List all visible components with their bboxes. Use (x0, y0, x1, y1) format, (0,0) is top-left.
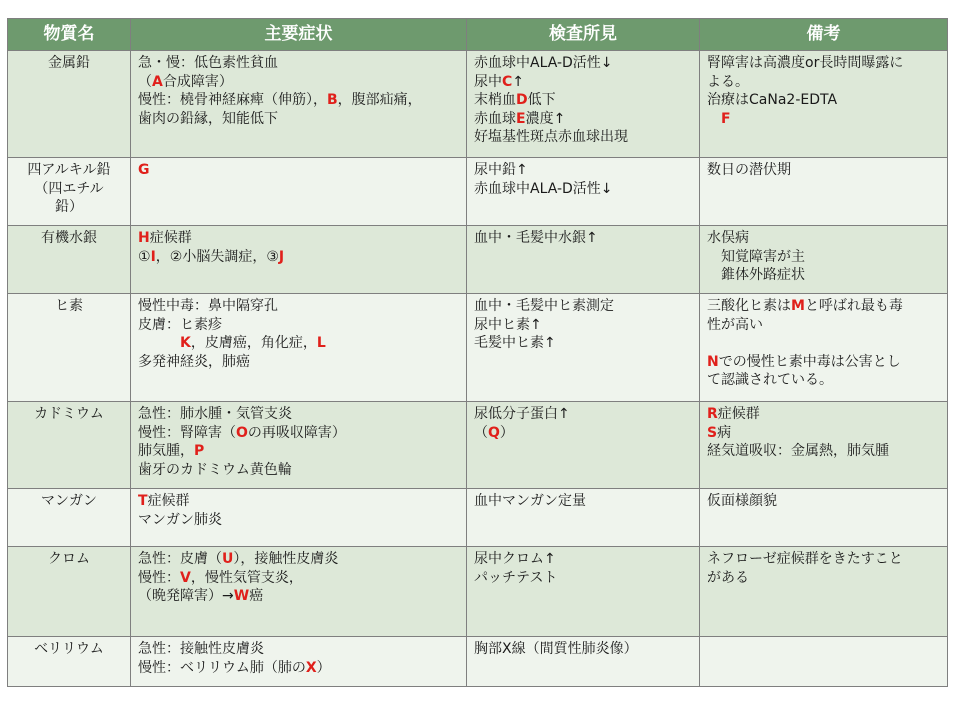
cell-line (474, 550, 693, 569)
cell-line (138, 248, 460, 267)
cell-line (707, 424, 941, 443)
table-row (8, 294, 948, 402)
table-row (8, 489, 948, 547)
cell-notes (700, 637, 948, 687)
answer-blank-k: K (180, 335, 191, 351)
table-row (8, 51, 948, 158)
cell-line (138, 640, 460, 659)
table-row (8, 226, 948, 294)
cell-text: 尿低分子蛋白↑ (474, 406, 570, 422)
cell-line (11, 492, 127, 511)
cell-line (138, 54, 460, 73)
cell-text: 錐体外路症状 (707, 267, 805, 283)
cell-text: 慢性：ベリリウム肺（肺の (138, 659, 306, 676)
answer-blank-i: I (150, 248, 156, 265)
cell-text: 治療はCaNa2-EDTA (707, 92, 838, 108)
answer-blank-h: H (138, 230, 150, 246)
cell-line (11, 229, 127, 248)
cell-substance (8, 226, 131, 294)
cell-text: 病 (717, 424, 732, 441)
cell-text: と呼ばれ最も毒 (804, 298, 903, 314)
cell-text: 濃度↑ (525, 110, 566, 127)
cell-line (138, 424, 460, 443)
table-row (8, 637, 948, 687)
cell-line (474, 334, 693, 353)
cell-text (138, 335, 180, 351)
cell-line (138, 161, 460, 180)
cell-text: 尿中 (474, 73, 502, 90)
cell-line (138, 353, 460, 372)
cell-line (707, 371, 941, 390)
cell-text: ），接触性皮膚炎 (233, 551, 339, 567)
cell-line (474, 73, 693, 92)
header-findings: 検査所見 (467, 19, 700, 51)
cell-text: 低下 (527, 92, 556, 108)
cell-line (138, 297, 460, 316)
answer-blank-x: X (305, 659, 317, 676)
cell-line (707, 73, 941, 92)
cell-line (138, 229, 460, 248)
cell-line (707, 569, 941, 588)
cell-text: ベリリウム (34, 641, 104, 657)
answer-blank-m: M (791, 298, 805, 314)
cell-text: 数日の潜伏期 (707, 162, 791, 178)
table-row (8, 547, 948, 637)
cell-text: クロム (48, 551, 90, 567)
cell-text: ） (499, 424, 514, 441)
cell-line (707, 91, 941, 110)
header-notes: 備考 (700, 19, 948, 51)
cell-text: 歯肉の鉛縁，知能低下 (138, 110, 278, 127)
cell-notes (700, 402, 948, 489)
cell-findings (467, 402, 700, 489)
table-row (8, 402, 948, 489)
cell-text: 尿中ヒ素↑ (474, 316, 542, 333)
cell-text: 歯牙のカドミウム黄色輪 (138, 461, 292, 478)
cell-line (138, 659, 460, 678)
cell-line (138, 334, 460, 353)
cell-line (707, 334, 941, 353)
cell-findings (467, 51, 700, 158)
cell-line (11, 198, 127, 217)
cell-text (707, 111, 721, 127)
header-row (8, 19, 948, 51)
cell-line (11, 405, 127, 424)
cell-text: 毛髪中ヒ素↑ (474, 335, 556, 351)
cell-notes (700, 294, 948, 402)
cell-symptoms (131, 226, 467, 294)
cell-text: 症候群 (149, 230, 192, 246)
cell-text: ，慢性気管支炎， (190, 569, 303, 586)
cell-line (707, 316, 941, 335)
cell-text: ） (316, 659, 331, 676)
cell-text: 四アルキル鉛 (27, 162, 111, 178)
cell-text: パッチテスト (474, 569, 558, 586)
cell-text: 赤血球中ALA-D活性↓ (474, 180, 613, 197)
cell-findings (467, 637, 700, 687)
cell-line (707, 266, 941, 285)
cell-substance (8, 294, 131, 402)
cell-line (138, 492, 460, 511)
cell-text: 末梢血 (474, 92, 516, 108)
cell-text: の再吸収障害） (247, 424, 346, 441)
cell-text: 皮膚：ヒ素疹 (138, 316, 222, 333)
answer-blank-v: V (180, 569, 191, 586)
cell-text: 合成障害） (162, 73, 233, 90)
cell-text: 知覚障害が主 (707, 248, 805, 265)
cell-line (474, 229, 693, 248)
cell-findings (467, 294, 700, 402)
cell-symptoms (131, 158, 467, 226)
cell-text: 水俣病 (707, 230, 749, 246)
answer-blank-n: N (707, 353, 719, 370)
cell-line (707, 297, 941, 316)
cell-line (707, 110, 941, 129)
cell-text: 性が高い (707, 316, 763, 333)
cell-symptoms (131, 294, 467, 402)
cell-line (707, 161, 941, 180)
cell-line (138, 110, 460, 129)
cell-line (707, 248, 941, 267)
cell-text: 金属鉛 (48, 55, 90, 71)
answer-blank-b: B (327, 92, 338, 108)
cell-line (138, 569, 460, 588)
answer-blank-g: G (138, 162, 150, 178)
cell-text: ネフローゼ症候群をきたすこと (707, 551, 903, 567)
cell-findings (467, 158, 700, 226)
cell-text: よる。 (707, 73, 749, 90)
cell-text: 血中・毛髪中ヒ素測定 (474, 298, 614, 314)
table-row (8, 158, 948, 226)
cell-text: ，皮膚癌，角化症， (190, 335, 317, 351)
cell-symptoms (131, 637, 467, 687)
answer-blank-r: R (707, 406, 718, 422)
cell-line (707, 640, 941, 659)
cell-text: 肺気腫， (138, 443, 194, 459)
cell-text: 慢性：橈骨神経麻痺（伸筋）， (138, 92, 327, 108)
cell-text: 赤血球中ALA-D活性↓ (474, 55, 613, 71)
cell-text: 症候群 (147, 493, 190, 509)
cell-line (707, 54, 941, 73)
cell-text: て認識されている。 (707, 372, 833, 388)
cell-line (138, 405, 460, 424)
cell-line (474, 492, 693, 511)
cell-symptoms (131, 51, 467, 158)
cell-substance (8, 51, 131, 158)
cell-line (707, 492, 941, 511)
cell-line (474, 91, 693, 110)
cell-notes (700, 51, 948, 158)
cell-text: 経気道吸収：金属熱，肺気腫 (707, 443, 889, 459)
cell-symptoms (131, 489, 467, 547)
cell-substance (8, 402, 131, 489)
cell-line (474, 54, 693, 73)
cell-line (11, 180, 127, 199)
cell-line (138, 461, 460, 480)
cell-substance (8, 158, 131, 226)
answer-blank-d: D (516, 92, 528, 108)
cell-line (474, 424, 693, 443)
cell-findings (467, 226, 700, 294)
cell-text: （晩発障害）→ (138, 588, 234, 604)
cell-line (138, 73, 460, 92)
cell-text: ① (138, 248, 151, 265)
cell-line (474, 405, 693, 424)
cell-line (138, 442, 460, 461)
cell-line (474, 180, 693, 199)
cell-text: 急性：皮膚（ (138, 551, 222, 567)
cell-text: 多発神経炎，肺癌 (138, 353, 250, 370)
cell-line (138, 91, 460, 110)
cell-text: 血中・毛髪中水銀↑ (474, 230, 598, 246)
cell-text: 急性：肺水腫・気管支炎 (138, 406, 292, 422)
cell-line (707, 442, 941, 461)
cell-text: 有機水銀 (41, 230, 97, 246)
cell-text: 鉛） (55, 199, 83, 215)
cell-line (707, 353, 941, 372)
cell-text: 三酸化ヒ素は (707, 298, 791, 314)
cell-text: での慢性ヒ素中毒は公害とし (718, 353, 901, 370)
cell-findings (467, 547, 700, 637)
cell-text: ヒ素 (55, 298, 83, 314)
cell-text: 好塩基性斑点赤血球出現 (474, 129, 628, 145)
cell-notes (700, 489, 948, 547)
cell-line (11, 640, 127, 659)
answer-blank-j: J (278, 248, 285, 265)
cell-text: 慢性： (138, 569, 180, 586)
cell-text: がある (707, 569, 749, 586)
cell-line (707, 550, 941, 569)
cell-line (138, 316, 460, 335)
cell-text: 赤血球 (474, 110, 516, 127)
answer-blank-q: Q (488, 424, 500, 441)
answer-blank-a: A (152, 73, 163, 90)
cell-text: 尿中鉛↑ (474, 162, 528, 178)
cell-line (707, 405, 941, 424)
cell-text: 慢性：腎障害（ (138, 424, 236, 441)
cell-text: 腎障害は高濃度or長時間曝露に (707, 55, 904, 71)
cell-text: ，②小脳失調症，③ (155, 248, 279, 265)
cell-text: マンガン (41, 493, 97, 509)
cell-text: 症候群 (717, 406, 760, 422)
answer-blank-p: P (194, 443, 205, 459)
cell-text: 仮面様顔貌 (707, 493, 777, 509)
toxicology-table (7, 18, 948, 687)
answer-blank-w: W (233, 588, 250, 604)
cell-symptoms (131, 402, 467, 489)
header-symptoms: 主要症状 (131, 19, 467, 51)
cell-findings (467, 489, 700, 547)
cell-line (474, 161, 693, 180)
cell-substance (8, 637, 131, 687)
cell-line (474, 316, 693, 335)
cell-symptoms (131, 547, 467, 637)
cell-text: 急・慢：低色素性貧血 (138, 55, 278, 71)
cell-line (138, 550, 460, 569)
cell-line (474, 110, 693, 129)
cell-line (474, 128, 693, 147)
cell-notes (700, 547, 948, 637)
cell-line (11, 161, 127, 180)
answer-blank-o: O (236, 424, 248, 441)
cell-text: ，腹部疝痛， (337, 92, 422, 108)
cell-line (474, 297, 693, 316)
cell-line (11, 297, 127, 316)
cell-substance (8, 489, 131, 547)
cell-text: カドミウム (34, 406, 104, 422)
cell-line (11, 550, 127, 569)
cell-text: 血中マンガン定量 (474, 493, 586, 509)
cell-line (138, 587, 460, 606)
cell-line (474, 569, 693, 588)
cell-text: ↑ (512, 73, 525, 90)
cell-text: （ (474, 424, 488, 441)
answer-blank-c: C (502, 73, 513, 90)
cell-text: 尿中クロム↑ (474, 551, 556, 567)
answer-blank-u: U (222, 551, 234, 567)
answer-blank-t: T (138, 493, 148, 509)
cell-line (11, 54, 127, 73)
cell-text: （ (138, 73, 152, 90)
cell-notes (700, 158, 948, 226)
cell-notes (700, 226, 948, 294)
cell-line (707, 229, 941, 248)
cell-text: 胸部X線（間質性肺炎像） (474, 641, 638, 657)
answer-blank-l: L (316, 335, 326, 351)
cell-text: 癌 (249, 588, 264, 604)
cell-text: マンガン肺炎 (138, 511, 222, 528)
cell-substance (8, 547, 131, 637)
cell-text: （四エチル (34, 180, 104, 197)
cell-text: 慢性中毒：鼻中隔穿孔 (138, 298, 278, 314)
answer-blank-s: S (707, 424, 718, 441)
cell-text: 急性：接触性皮膚炎 (138, 641, 264, 657)
answer-blank-f: F (721, 110, 731, 127)
answer-blank-e: E (516, 110, 526, 127)
cell-line (138, 511, 460, 530)
cell-line (474, 640, 693, 659)
header-substance: 物質名 (8, 19, 131, 51)
